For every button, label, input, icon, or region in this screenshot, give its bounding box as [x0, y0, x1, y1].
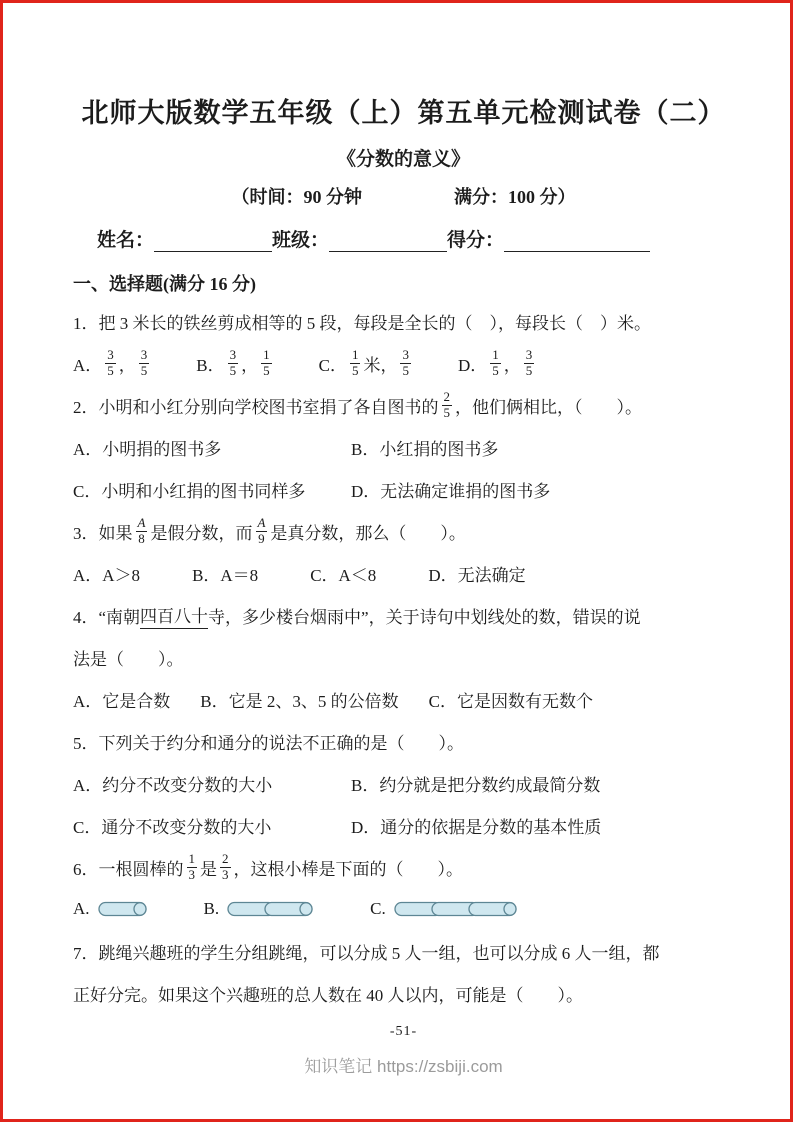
question-5-options-row1 — [73, 762, 734, 804]
rod-image-3-segments — [394, 900, 519, 918]
fraction: $\frac{3}{5}$ — [229, 346, 237, 378]
fraction: $\frac{A}{9}$ — [257, 514, 266, 546]
option-c: C．小明和小红捐的图书同样多 — [73, 481, 306, 501]
question-1-stem — [73, 300, 734, 342]
option-a: A. — [73, 899, 149, 919]
option-b: B. — [204, 899, 316, 919]
option-a: A． $\frac{3}{5}$ ， $\frac{3}{5}$ — [73, 346, 148, 378]
fraction: $\frac{A}{8}$ — [137, 514, 146, 546]
section-heading: 一、选择题(满分 16 分) — [73, 274, 256, 294]
question-5-options-row2 — [73, 804, 734, 846]
rod-image-2-segments — [227, 900, 315, 918]
question-6-options — [73, 888, 734, 930]
option-b: B．小红捐的图书多 — [351, 439, 499, 459]
question-3-stem: 3． 如果 $\frac{A}{8}$ 是假分数，而 $\frac{A}{9}$ 是真分数，那么（ ）。 — [73, 514, 466, 546]
fraction: $\frac{3}{5}$ — [402, 346, 409, 378]
student-info-row — [73, 225, 734, 252]
question-4-number: 4． — [73, 607, 99, 627]
fraction: $\frac{2}{3}$ — [222, 850, 229, 882]
page-number: -51- — [389, 1024, 418, 1039]
question-3-number: 3． — [73, 523, 99, 543]
option-d: D．通分的依据是分数的基本性质 — [351, 817, 602, 837]
class-blank — [329, 229, 447, 252]
question-4-stem-line1: 4． “南朝 四百八十 寺，多少楼台烟雨中”，关于诗句中划线处的数，错误的说 — [73, 594, 734, 636]
option-c: C. — [370, 899, 519, 919]
fraction: $\frac{1}{5}$ — [263, 346, 270, 378]
name-label: 姓名： — [97, 230, 155, 251]
option-d: D． $\frac{1}{5}$ ， $\frac{3}{5}$ — [457, 346, 533, 378]
option-a: A．约分不改变分数的大小 — [73, 775, 273, 795]
question-6-stem: 6． 一根圆棒的 $\frac{1}{3}$ 是 $\frac{2}{3}$ ，这根小棒是下面的（ ）。 — [73, 850, 463, 882]
option-b: B．约分就是把分数约成最简分数 — [351, 775, 601, 795]
option-c: C．A＜8 — [310, 565, 377, 585]
option-a: A．A＞8 — [73, 565, 141, 585]
question-5-number: 5． — [73, 733, 99, 753]
question-4-stem-line2: 法是（ ）。 — [73, 649, 184, 669]
fraction: $\frac{1}{5}$ — [351, 346, 359, 378]
exam-full-score: 满分：100 分） — [454, 187, 576, 207]
name-blank — [154, 229, 272, 252]
fraction: $\frac{1}{3}$ — [188, 850, 195, 882]
option-b: B．A＝8 — [192, 565, 259, 585]
question-2-stem: 2． 小明和小红分别向学校图书室捐了各自图书的 $\frac{2}{5}$ ，他们俩相比，（ ）。 — [73, 388, 642, 420]
score-label: 得分： — [447, 230, 505, 251]
question-3-options — [73, 552, 734, 594]
question-6-number: 6． — [73, 859, 99, 879]
fraction: $\frac{3}{5}$ — [525, 346, 533, 378]
question-7-number: 7． — [73, 943, 99, 963]
page-title: 北师大版数学五年级（上）第五单元检测试卷（二） — [81, 98, 726, 128]
rod-image-1-segment — [98, 900, 149, 918]
question-1-options — [73, 342, 734, 384]
option-d: D．无法确定谁捐的图书多 — [351, 481, 551, 501]
option-b: B．它是 2、3、5 的公倍数 — [200, 691, 399, 711]
option-c: C．通分不改变分数的大小 — [73, 817, 272, 837]
question-2-options-row2 — [73, 468, 734, 510]
option-b: B． $\frac{3}{5}$ ， $\frac{1}{5}$ — [196, 346, 270, 378]
option-d: D．无法确定 — [428, 565, 526, 585]
question-1-text: 把 3 米长的铁丝剪成相等的 5 段，每段是全长的（ ），每段长（ ）米。 — [98, 313, 651, 333]
footer-watermark-link[interactable]: 知识笔记 https://zsbiji.com — [304, 1057, 503, 1076]
question-5-stem: 5． 下列关于约分和通分的说法不正确的是（ ）。 — [73, 720, 734, 762]
option-c: C． $\frac{1}{5}$ 米， $\frac{3}{5}$ — [318, 346, 409, 378]
fraction: $\frac{3}{5}$ — [140, 346, 148, 378]
fraction: $\frac{3}{5}$ — [107, 346, 114, 378]
score-blank — [504, 229, 650, 252]
option-a: A．它是合数 — [73, 691, 171, 711]
underlined-number-text: 四百八十 — [140, 602, 208, 629]
question-2-options-row1 — [73, 426, 734, 468]
fraction: $\frac{2}{5}$ — [443, 388, 450, 420]
page-subtitle: 《分数的意义》 — [336, 149, 470, 170]
question-1-number: 1． — [73, 313, 99, 333]
option-a: A．小明捐的图书多 — [73, 439, 222, 459]
exam-time: （时间：90 分钟 — [231, 187, 362, 207]
fraction: $\frac{1}{5}$ — [492, 346, 499, 378]
question-2-number: 2． — [73, 397, 99, 417]
option-c: C．它是因数有无数个 — [428, 691, 593, 711]
question-7-stem-line1: 7． 跳绳兴趣班的学生分组跳绳，可以分成 5 人一组，也可以分成 6 人一组，都 — [73, 930, 734, 972]
exam-meta — [73, 183, 734, 209]
question-4-options — [73, 678, 734, 720]
class-label: 班级： — [272, 230, 330, 251]
question-7-stem-line2: 正好分完。如果这个兴趣班的总人数在 40 人以内，可能是（ ）。 — [73, 985, 583, 1005]
